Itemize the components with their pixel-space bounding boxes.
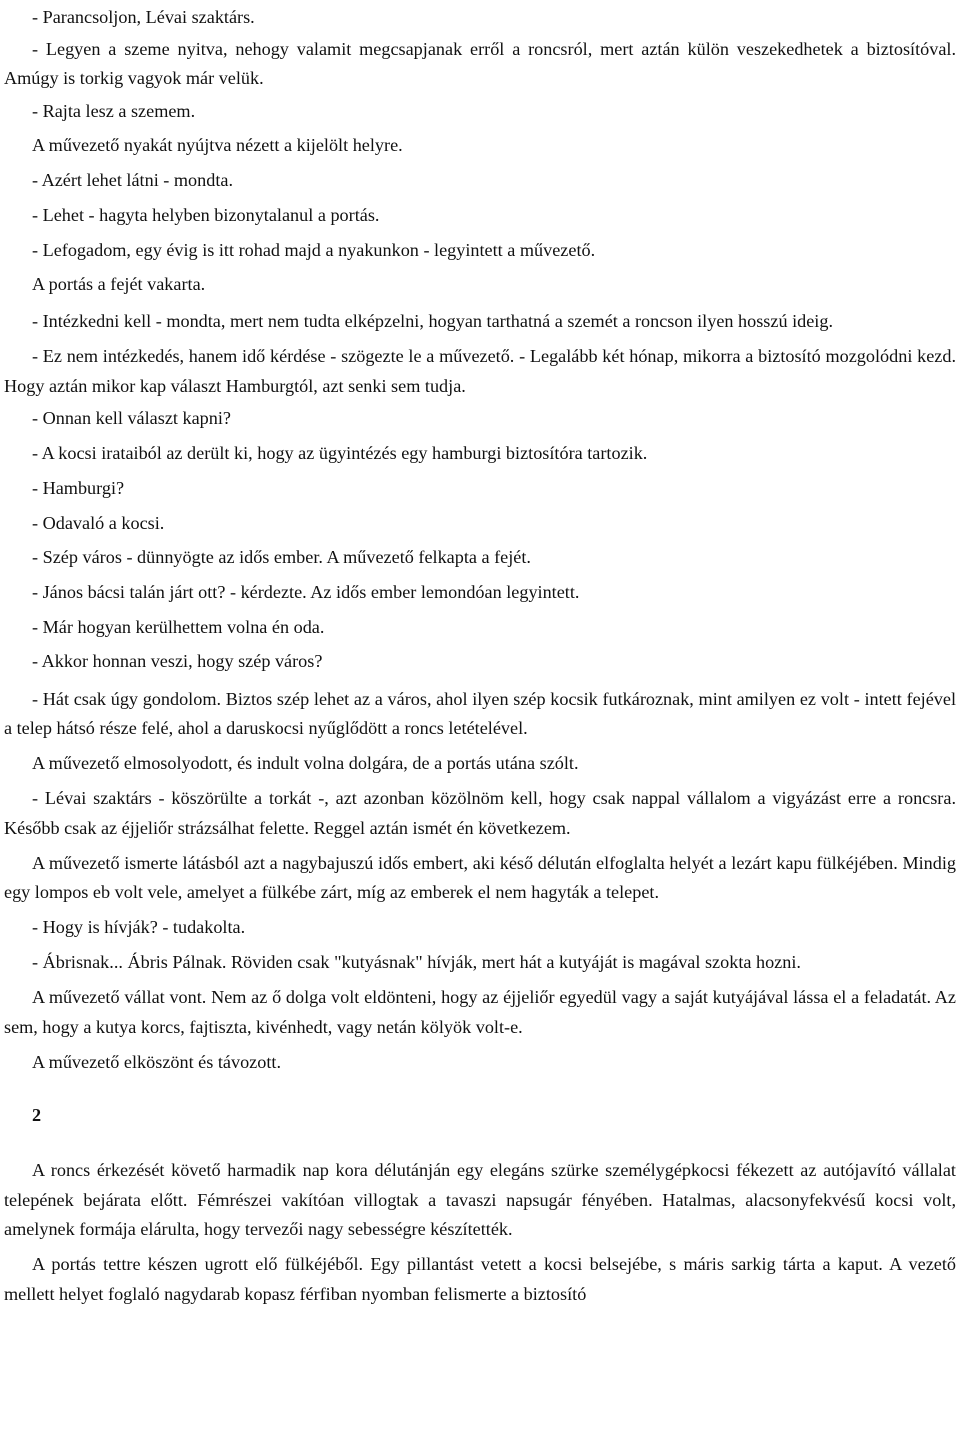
paragraph: A portás tettre készen ugrott elő fülkéjéből. Egy pillantást vetett a kocsi belsejébe, s máris sarkig tárta a kaput. A vezető mellett helyet foglaló nagydarab kopasz férfiban nyomban felismerte a biztosító	[4, 1254, 956, 1304]
paragraph: - Parancsoljon, Lévai szaktárs.	[32, 7, 255, 27]
paragraph: - Szép város - dünnyögte az idős ember. A művezető felkapta a fejét.	[32, 547, 531, 568]
paragraph: - Azért lehet látni - mondta.	[32, 170, 234, 191]
paragraph: - Hamburgi?	[32, 477, 125, 498]
paragraph: - Lévai szaktárs - köszörülte a torkát -, azt azonban közölnöm kell, hogy csak nappal vállalom a vigyázást erre a roncsra. Később csak az éjjeliőr strázsálhat felette. Reggel aztán ismét én következem.	[4, 788, 956, 838]
paragraph: - Rajta lesz a szemem.	[32, 100, 196, 121]
paragraph: - Akkor honnan veszi, hogy szép város?	[32, 651, 323, 672]
document-page	[4, 0, 956, 1309]
paragraph: A művezető nyakát nyújtva nézett a kijelölt helyre.	[32, 135, 403, 156]
paragraph: - Hát csak úgy gondolom. Biztos szép lehet az a város, ahol ilyen szép kocsik futkároznak, mint amilyen ez volt - intett fejével a telep hátsó része felé, ahol a daruskocsi nyűglődött a roncs letételével.	[4, 688, 956, 739]
paragraph: A művezető elmosolyodott, és indult volna dolgára, de a portás utána szólt.	[32, 753, 579, 774]
paragraph: - Ez nem intézkedés, hanem idő kérdése - szögezte le a művezető. - Legalább két hónap, mikorra a biztosító mozgolódni kezd. Hogy aztán mikor kap választ Hamburgtól, azt senki sem tudja.	[4, 346, 956, 396]
paragraph: - János bácsi talán járt ott? - kérdezte. Az idős ember lemondóan legyintett.	[32, 581, 580, 602]
paragraph: - Hogy is hívják? - tudakolta.	[32, 917, 246, 938]
paragraph: A művezető vállat vont. Nem az ő dolga volt eldönteni, hogy az éjjeliőr egyedül vagy a saját kutyájával lássa el a feladatát. Az sem, hogy a kutya korcs, fajtiszta, kivénhedt, vagy netán kölyök volt-e.	[4, 987, 956, 1037]
chapter-number: 2	[32, 1105, 42, 1126]
paragraph: - Legyen a szeme nyitva, nehogy valamit megcsapjanak erről a roncsról, mert aztán külön veszekedhetek a biztosítóval. Amúgy is torkig vagyok már velük.	[4, 38, 956, 89]
paragraph: - Már hogyan kerülhettem volna én oda.	[32, 616, 325, 637]
paragraph: A művezető ismerte látásból azt a nagybajuszú idős embert, aki késő délután elfoglalta helyét a lezárt kapu fülkéjében. Mindig egy lompos eb volt vele, amelyet a fülkébe zárt, míg az emberek el nem hagyták a telepet.	[4, 852, 956, 903]
paragraph: - A kocsi irataiból az derült ki, hogy az ügyintézés egy hamburgi biztosítóra tartozik.	[32, 443, 648, 464]
paragraph: - Onnan kell választ kapni?	[32, 408, 231, 429]
paragraph: - Intézkedni kell - mondta, mert nem tudta elképzelni, hogyan tarthatná a szemét a roncson ilyen hosszú ideig.	[32, 311, 833, 332]
paragraph: - Lehet - hagyta helyben bizonytalanul a portás.	[32, 204, 380, 225]
paragraph: A roncs érkezését követő harmadik nap kora délutánján egy elegáns szürke személygépkocsi fékezett az autójavító vállalat telepének bejárata előtt. Fémrészei vakítóan villogtak a tavaszi napsugár fényében. Hatalmas, alacsonyfekvésű kocsi volt, amelynek formája elárulta, hogy tervezői nagy sebességre készítették.	[4, 1160, 956, 1240]
paragraph: - Odavaló a kocsi.	[32, 512, 165, 533]
paragraph: A portás a fejét vakarta.	[32, 274, 206, 295]
paragraph: - Ábrisnak... Ábris Pálnak. Röviden csak "kutyásnak" hívják, mert hát a kutyáját is magával szokta hozni.	[32, 952, 801, 973]
paragraph: - Lefogadom, egy évig is itt rohad majd a nyakunkon - legyintett a művezető.	[32, 239, 596, 260]
paragraph: A művezető elköszönt és távozott.	[32, 1051, 282, 1072]
